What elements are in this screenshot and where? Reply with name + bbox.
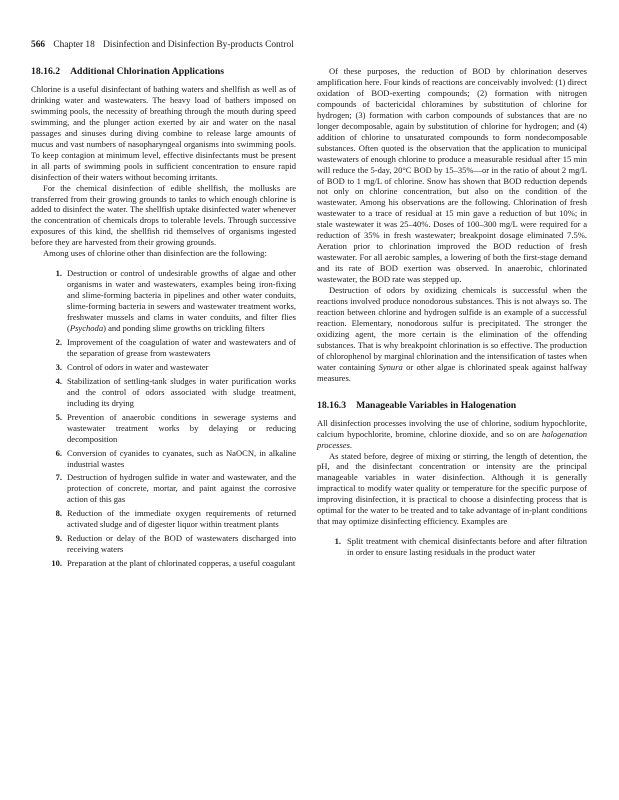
paragraph-text-end: or other algae is chlorinated speak against halfway measures. bbox=[317, 361, 587, 383]
list-item-number: 8. bbox=[55, 508, 62, 519]
paragraph-halogenation bbox=[317, 418, 587, 451]
list-item-text: Control of odors in water and wastewater bbox=[67, 361, 209, 372]
paragraph-text: All disinfection processes involving the use of chlorine, sodium hypochlorite, calcium hypochlorite, bromine, chlorine dioxide, and so on are bbox=[317, 417, 587, 439]
list-item bbox=[31, 508, 296, 530]
list-item-text: Reduction or delay of the BOD of wastewaters discharged into receiving waters bbox=[67, 533, 296, 555]
list-item-text: Preparation at the plant of chlorinated copperas, a useful coagulant bbox=[67, 558, 296, 569]
left-column bbox=[31, 66, 296, 572]
list-item-number: 5. bbox=[55, 411, 62, 422]
list-item-italic: Psychoda bbox=[69, 323, 104, 334]
list-item-text: Stabilization of settling-tank sludges in water purification works and the control of odors associated with sludge treatment, including its drying bbox=[67, 375, 296, 408]
list-item bbox=[31, 337, 296, 359]
chapter-label: Chapter 18 bbox=[53, 40, 95, 50]
list-item bbox=[31, 362, 296, 373]
list-item-text: Destruction or control of undesirable growths of algae and other organisms in water and wastewaters, examples being iron-fixing and slime-forming bacteria in pipelines and other water conduits, slime-forming bacteria in sewers and wastewater treatment works, freshwater mussels and clams in water conduits, and filter flies ( bbox=[67, 268, 296, 334]
examples-list bbox=[317, 536, 587, 558]
list-item bbox=[31, 472, 296, 505]
paragraph-manageable-variables: As stated before, degree of mixing or stirring, the length of detention, the pH, and the disinfectant concentration or intensity are the principal manageable variables in water disinfection. Although it is generally impractical to modify water quality or temperature for the specific purpose of improving disinfection, it is practical to choose a disinfecting process that is optimal for the water to be treated and to take advantage of in-plant conditions that may optimize disinfecting efficiency. Examples are bbox=[317, 450, 587, 527]
list-item bbox=[31, 268, 296, 334]
list-item-text: Improvement of the coagulation of water and wastewaters and of the separation of grease from wastewaters bbox=[67, 336, 296, 358]
section-heading-18-16-3 bbox=[317, 400, 587, 411]
paragraph-text-end: . bbox=[349, 439, 353, 450]
list-item-number: 2. bbox=[55, 336, 62, 347]
list-item-number: 7. bbox=[55, 472, 62, 483]
list-item-text-end: ) and ponding slime growths on trickling filters bbox=[103, 323, 265, 334]
section-number: 18.16.2 bbox=[31, 66, 61, 77]
chapter-title: Disinfection and Disinfection By-products Control bbox=[103, 40, 294, 50]
uses-list bbox=[31, 268, 296, 569]
running-header bbox=[31, 40, 591, 50]
paragraph-text: Destruction of odors by oxidizing chemicals is successful when the reactions involved produce nonodorous substances. This is not always so. The reaction between chlorine and hydrogen sulfide is an example of a successful reaction. Elementary, nonodorous sulfur is precipitated. The stronger the oxidizing agent, the more certain is the elimination of the offending substances. That is why breakpoint chlorination is so effective. The production of chlorophenol by marginal chlorination and the intensification of tastes when water containing bbox=[317, 285, 587, 372]
right-column bbox=[317, 66, 587, 561]
page-number: 566 bbox=[31, 40, 46, 50]
paragraph-bod-reduction: Of these purposes, the reduction of BOD by chlorination deserves amplification here. Four kinds of reactions are conceivably involved: (1) direct oxidation of BOD-exerting compounds; (2) formation with nitrogen compounds of bactericidal chloramines by substitution of chlorine for hydrogen; (3) formation with carbon compounds of substances that are no longer decomposable, again by substitution of chlorine for hydrogen; and (4) addition of chlorine to unsaturated compounds to form nondecomposable substances. Often quoted is the observation that the application to municipal wastewaters of enough chlorine to produce a measurable residual after 15 min will reduce the 5-day, 20°C BOD by 15–35%—or in the ratio of about 2 mg/L of BOD to 1 mg/L of chlorine. Snow has shown that BOD reduction depends not only on chlorine concentration, but also on the condition of the wastewater. Among his observations are the following. Chlorination of fresh wastewater to a trace of residual at 15 min gave a reduction of but 10%; in stale wastewater it was 25–40%. Doses of 100–300 mg/L were required for a reduction of 35% in fresh wastewater; breakpoint dosage eliminated 7.5%. Aeration prior to chlorination improved the BOD reduction of fresh wastewater. For all aerobic samples, a lowering of both the first-stage demand and its rate of BOD exertion was observed. In anaerobic, chlorinated wastewater, the BOD rate was stepped up. bbox=[317, 66, 587, 285]
list-item bbox=[31, 533, 296, 555]
list-item-text: Split treatment with chemical disinfectants before and after filtration in order to ensure lasting residuals in the product water bbox=[347, 536, 587, 558]
paragraph-swimming-pools: Chlorine is a useful disinfectant of bathing waters and shellfish as well as of drinking water and wastewaters. The heavy load of bathers imposed on swimming pools, the necessity of breathing through the mouth during speed swimming, and the plunger action exerted by air and water on the nasal passages and sinuses during diving combine to release large amounts of mucus and vast numbers of nasopharyngeal organisms into swimming pools. To keep contagion at minimum level, effective disinfectants must be present in all parts of swimming pools in sufficient concentration to ensure rapid disinfection of their waters without becoming irritants. bbox=[31, 84, 296, 182]
list-item-text: Destruction of hydrogen sulfide in water and wastewater, and the protection of concrete, mortar, and paint against the corrosive action of this gas bbox=[67, 472, 296, 505]
section-title: Additional Chlorination Applications bbox=[70, 66, 225, 77]
italic-term-halogenation: halogenation processes bbox=[317, 428, 587, 450]
paragraph-other-uses-intro: Among uses of chlorine other than disinfection are the following: bbox=[43, 248, 267, 259]
list-item bbox=[31, 376, 296, 409]
list-item-text: Prevention of anaerobic conditions in sewerage systems and wastewater treatment works by delaying or reducing decomposition bbox=[67, 411, 296, 444]
list-item bbox=[31, 412, 296, 445]
list-item bbox=[31, 448, 296, 470]
list-item-number: 9. bbox=[55, 533, 62, 544]
italic-term-synura: Synura bbox=[378, 361, 403, 372]
section-number: 18.16.3 bbox=[317, 399, 347, 411]
list-item-number: 1. bbox=[334, 536, 341, 547]
list-item-number: 1. bbox=[55, 268, 62, 279]
list-item-text: Reduction of the immediate oxygen requirements of returned activated sludge and of digester liquor within treatment plants bbox=[67, 508, 296, 530]
list-item bbox=[317, 536, 587, 558]
list-item-number: 6. bbox=[55, 447, 62, 458]
list-item bbox=[31, 558, 296, 569]
section-heading-18-16-2 bbox=[31, 66, 296, 77]
paragraph-shellfish: For the chemical disinfection of edible shellfish, the mollusks are transferred from their growing grounds to tanks to which enough chlorine is added to disinfect the water. The shellfish uptake disinfected water whenever the concentration of chemicals drops to tolerable levels. Through successive exposures of this kind, the shellfish rid themselves of organisms ingested before they are harvested from their growing grounds. bbox=[31, 182, 296, 248]
list-item-number: 3. bbox=[55, 361, 62, 372]
paragraph-odor-destruction bbox=[317, 285, 587, 384]
list-item-number: 10. bbox=[51, 558, 62, 569]
list-item-text: Conversion of cyanides to cyanates, such as NaOCN, in alkaline industrial wastes bbox=[67, 447, 296, 469]
section-title: Manageable Variables in Halogenation bbox=[356, 399, 517, 411]
list-item-number: 4. bbox=[55, 375, 62, 386]
